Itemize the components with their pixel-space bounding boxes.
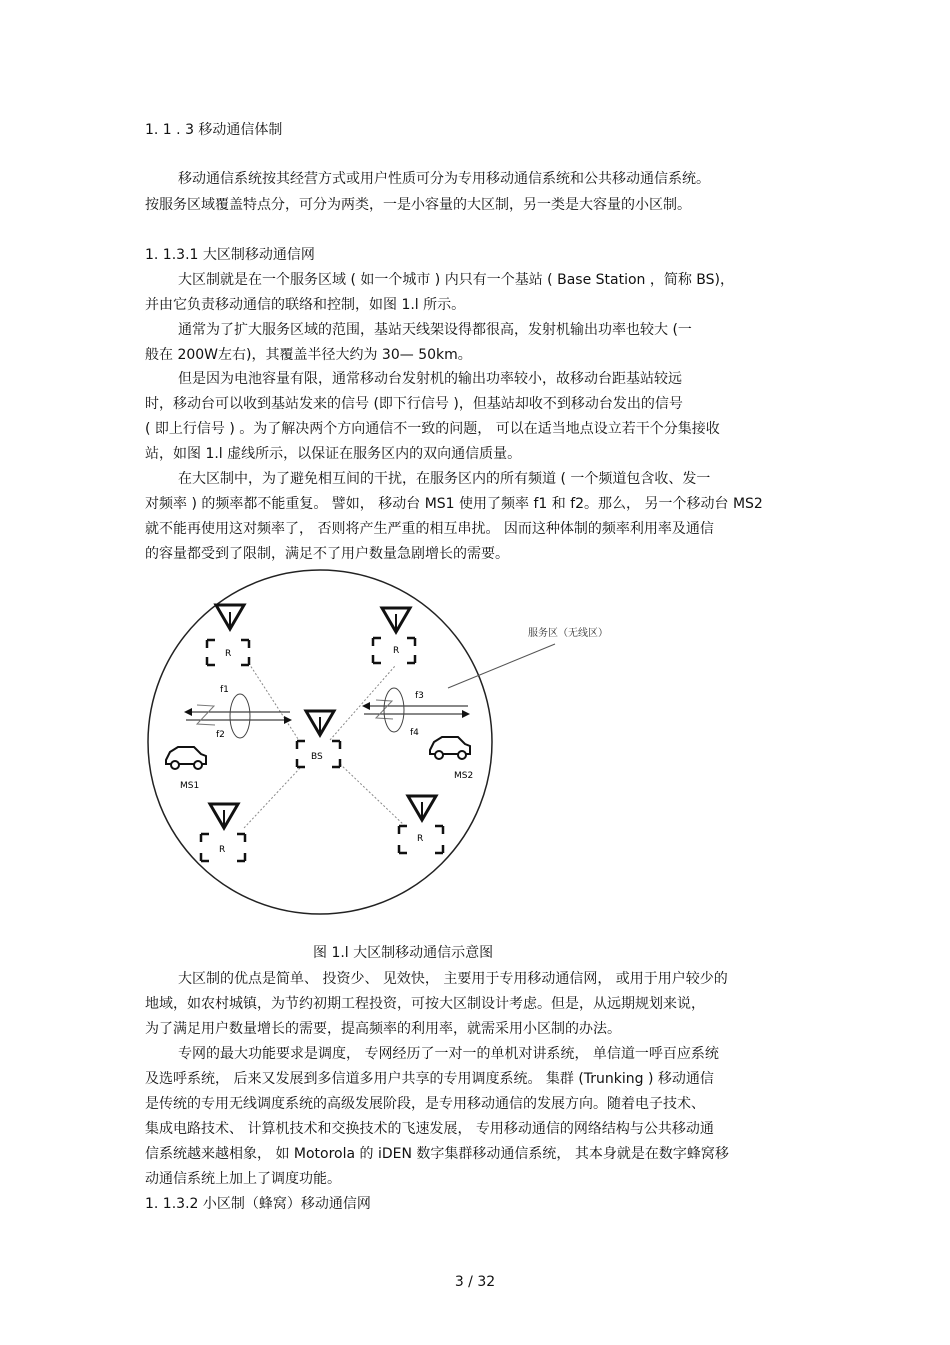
paragraph-line: 专网的最大功能要求是调度， 专网经历了一对一的单机对讲系统， 单信道一呼百应系统 [178, 1046, 719, 1062]
receiver-station-bottom-left [201, 804, 245, 861]
paragraph-line: 并由它负责移动通信的联络和控制，如图 1.l 所示。 [145, 297, 466, 313]
page-number: 3 / 32 [454, 1274, 496, 1290]
paragraph-line: 动通信系统上加上了调度功能。 [145, 1171, 341, 1187]
receiver-station-top-right [373, 608, 415, 663]
svg-text:R: R [393, 646, 400, 656]
paragraph-line: 信系统越来越相象， 如 Motorola 的 iDEN 数字集群移动通信系统， 其本身就是在数字蜂窝移 [145, 1146, 729, 1162]
svg-text:R: R [219, 845, 226, 855]
paragraph-line: 是传统的专用无线调度系统的高级发展阶段，是专用移动通信的发展方向。随着电子技术、 [145, 1096, 705, 1112]
paragraph-line: 集成电路技术、 计算机技术和交换技术的飞速发展， 专用移动通信的网络结构与公共移动通 [145, 1121, 714, 1137]
intro-line-1: 移动通信系统按其经营方式或用户性质可分为专用移动通信系统和公共移动通信系统。 [178, 171, 710, 187]
paragraph-line: 为了满足用户数量增长的需要，提高频率的利用率，就需采用小区制的办法。 [145, 1021, 621, 1037]
paragraph-line: 的容量都受到了限制，满足不了用户数量急剧增长的需要。 [145, 546, 509, 562]
svg-text:f4: f4 [410, 728, 419, 738]
paragraph-line: 地域，如农村城镇，为节约初期工程投资，可按大区制设计考虑。但是，从远期规划来说， [145, 996, 705, 1012]
link-f1-f2 [184, 685, 292, 740]
paragraph-line: 站，如图 1.l 虚线所示，以保证在服务区内的双向通信质量。 [145, 446, 522, 462]
paragraph-line: 在大区制中，为了避免相互间的干扰，在服务区内的所有频道 ( 一个频道包含收、发一 [178, 471, 711, 487]
figure-caption: 图 1.l 大区制移动通信示意图 [313, 945, 494, 961]
paragraph-line: 但是因为电池容量有限，通常移动台发射机的输出功率较小，故移动台距基站较远 [178, 371, 682, 387]
paragraph-line: 大区制就是在一个服务区域 ( 如一个城市 ) 内只有一个基站 ( Base Station ，简称 BS)， [178, 272, 735, 288]
receiver-station-top-left [207, 605, 249, 665]
svg-text:R: R [417, 834, 424, 844]
svg-text:MS1: MS1 [180, 781, 200, 791]
large-zone-diagram [140, 560, 660, 930]
paragraph-line: 般在 200W左右)，其覆盖半径大约为 30— 50km。 [145, 347, 472, 363]
svg-text:f3: f3 [415, 691, 424, 701]
svg-text:R: R [225, 649, 232, 659]
base-station [297, 711, 340, 767]
paragraph-line: 对频率 ) 的频率都不能重复。 譬如， 移动台 MS1 使用了频率 f1 和 f2。那么， 另一个移动台 MS2 [145, 496, 763, 512]
subsection-title-1: 1. 1.3.1 大区制移动通信网 [145, 247, 315, 263]
paragraph-line: ( 即上行信号 ) 。为了解决两个方向通信不一致的问题， 可以在适当地点设立若干个分集接收 [145, 421, 720, 437]
paragraph-line: 就不能再使用这对频率了， 否则将产生严重的相互串扰。 因而这种体制的频率利用率及通信 [145, 521, 714, 537]
link-f3-f4 [362, 688, 470, 738]
subsection-title-2: 1. 1.3.2 小区制（蜂窝）移动通信网 [145, 1196, 371, 1212]
svg-text:f1: f1 [220, 685, 229, 695]
paragraph-line: 时，移动台可以收到基站发来的信号 (即下行信号 )，但基站却收不到移动台发出的信号 [145, 396, 683, 412]
car-icon-ms1 [166, 747, 206, 791]
service-area-label: 服务区（无线区） [528, 628, 608, 639]
service-area-leader [448, 644, 555, 688]
svg-text:MS2: MS2 [454, 771, 474, 781]
section-title: 1. 1 . 3 移动通信体制 [145, 122, 283, 138]
intro-line-2: 按服务区域覆盖特点分，可分为两类，一是小容量的大区制，另一类是大容量的小区制。 [145, 197, 691, 213]
car-icon-ms2 [430, 737, 473, 781]
service-area-circle [148, 570, 492, 914]
link-lines [244, 662, 405, 828]
paragraph-line: 及选呼系统， 后来又发展到多信道多用户共享的专用调度系统。 集群 (Trunking ) 移动通信 [145, 1071, 714, 1087]
receiver-station-bottom-right [399, 796, 443, 853]
paragraph-line: 通常为了扩大服务区域的范围，基站天线架设得都很高，发射机输出功率也较大 (一 [178, 322, 692, 338]
paragraph-line: 大区制的优点是简单、 投资少、 见效快， 主要用于专用移动通信网， 或用于用户较少的 [178, 971, 728, 987]
svg-text:f2: f2 [216, 730, 225, 740]
svg-text:BS: BS [311, 752, 323, 762]
